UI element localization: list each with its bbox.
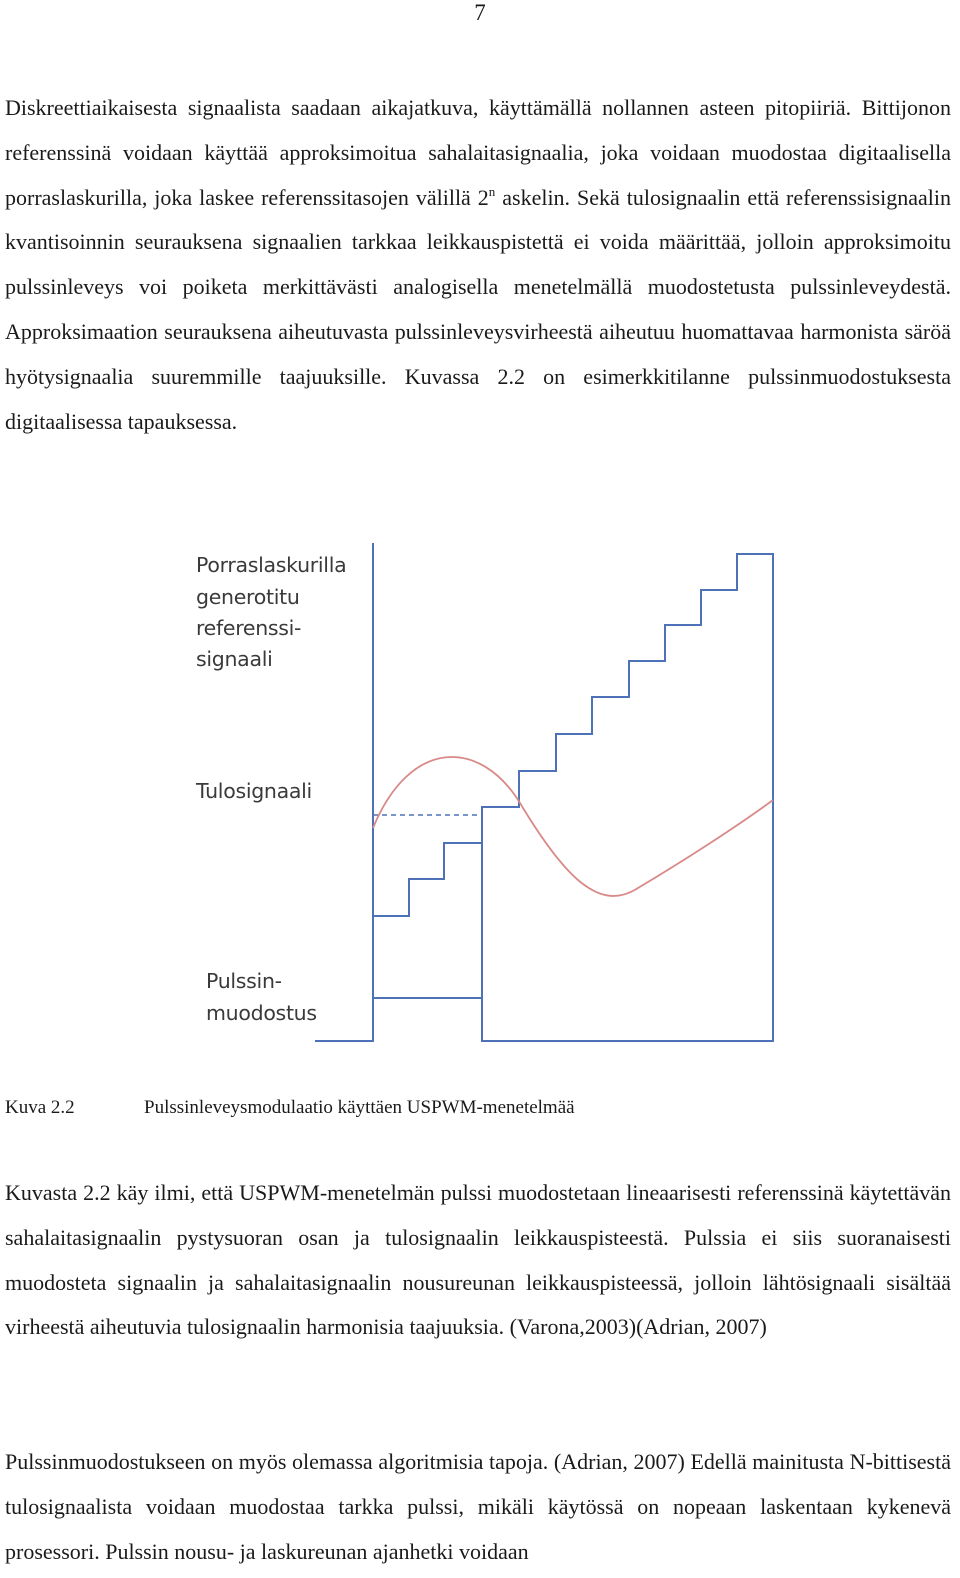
figure-caption xyxy=(5,1094,575,1122)
pulse-output xyxy=(315,998,773,1041)
caption-number: Kuva 2.2 xyxy=(5,1097,75,1118)
staircase-segment-2 xyxy=(482,554,773,1041)
label-staircase-1: Porraslaskurilla xyxy=(196,553,347,577)
label-input-signal: Tulosignaali xyxy=(196,779,312,803)
page-number: 7 xyxy=(474,0,486,25)
uspwm-diagram xyxy=(180,538,800,1050)
label-staircase-3: referenssi- xyxy=(196,616,302,640)
label-pulse-1: Pulssin- xyxy=(206,969,282,993)
input-signal-curve xyxy=(373,757,773,896)
figure-uspwm xyxy=(180,538,800,1050)
paragraph-3: Pulssinmuodostukseen on myös olemassa algoritmisia tapoja. (Adrian, 2007) Edellä mainitusta N-bittisestä tulosignaalista voidaan muodostaa tarkka pulssi, mikäli käytössä on nopeaan laskentaan kykenevä prosessori. Pulssin nousu- ja laskureunan ajanhetki voidaan xyxy=(5,1449,951,1564)
paragraph-2: Kuvasta 2.2 käy ilmi, että USPWM-menetelmän pulssi muodostetaan lineaarisesti referenssinä käytettävän sahalaitasignaalin pystysuoran osan ja tulosignaalin leikkauspisteestä. Pulssia ei siis suoranaisesti muodosteta signaalin ja sahalaitasignaalin nousureunan leikkauspisteessä, jolloin lähtösignaali sisältää virheestä aiheutuvia tulosignaalin harmonisia taajuuksia. (Varona,2003)(Adrian, 2007) xyxy=(5,1180,951,1340)
label-pulse-2: muodostus xyxy=(206,1001,317,1025)
paragraph-1: Diskreettiaikaisesta signaalista saadaan aikajatkuva, käyttämällä nollannen asteen pitopiiriä. Bittijonon referenssinä voidaan käyttää approksimoitua sahalaitasignaalia, joka voidaan muodostaa digitaalisella porraslaskurilla, joka laskee referenssitasojen välillä 2$^n$ askelin. Sekä tulosignaalin että referenssisignaalin kvantisoinnin seurauksena signaalien tarkkaa leikkauspistettä ei voida määrittää, jolloin approksimoitu pulssinleveys voi poiketa merkittävästi analogisella menetelmällä muodostetusta pulssinleveydestä. Approksimaation seurauksena aiheutuvasta pulssinleveysvirheestä aiheutuu huomattavaa harmonista säröä hyötysignaalia suuremmille taajuuksille. Kuvassa 2.2 on esimerkkitilanne pulssinmuodostuksesta digitaalisessa tapauksessa. xyxy=(5,95,951,434)
label-staircase-4: signaali xyxy=(196,647,273,671)
label-staircase-2: generotitu xyxy=(196,585,300,609)
caption-text: Pulssinleveysmodulaatio käyttäen USPWM-menetelmää xyxy=(144,1097,575,1118)
staircase-segment-1 xyxy=(373,815,482,950)
